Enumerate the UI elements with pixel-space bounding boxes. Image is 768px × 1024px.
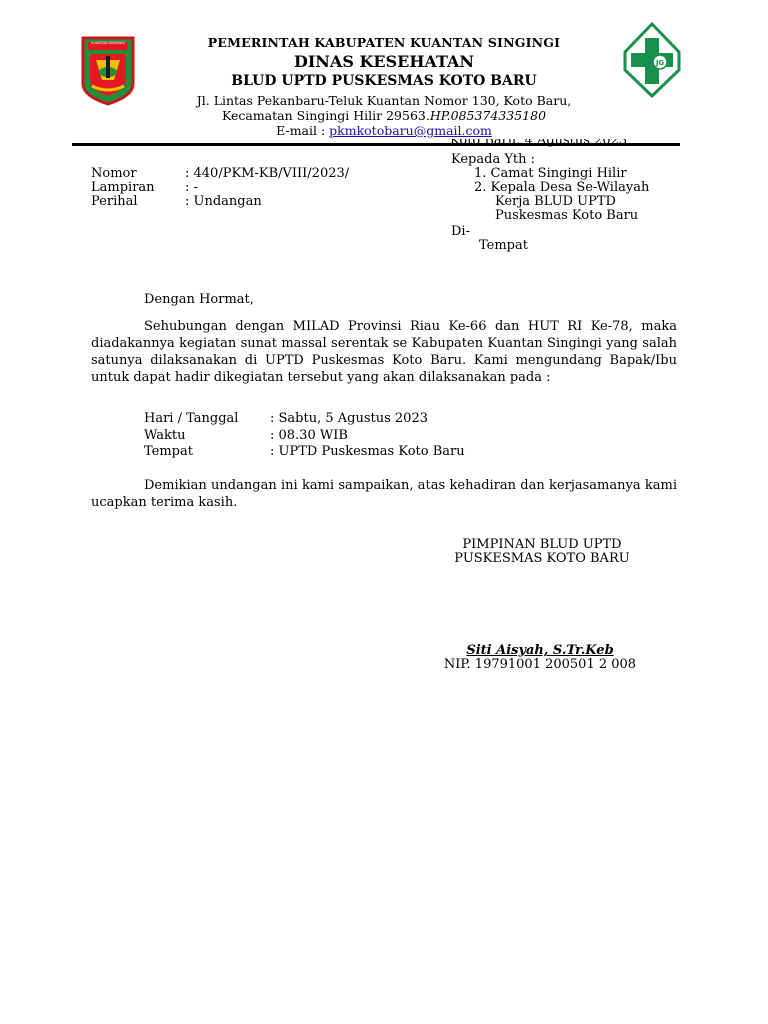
detail-date-value: : Sabtu, 5 Agustus 2023 (270, 411, 428, 426)
detail-place-value: : UPTD Puskesmas Koto Baru (270, 444, 465, 459)
recipient-item-2-cont-1: Kerja BLUD UPTD (495, 194, 616, 209)
meta-lampiran-value: : - (185, 180, 198, 195)
email-label: E-mail : (276, 123, 330, 138)
meta-perihal-label: Perihal (91, 194, 138, 209)
letterhead-government: PEMERINTAH KABUPATEN KUANTAN SINGINGI (207, 35, 561, 50)
email-link[interactable]: pkmkotobaru@gmail.com (329, 123, 492, 138)
meta-lampiran-label: Lampiran (91, 180, 155, 195)
detail-time-value: : 08.30 WIB (270, 428, 348, 443)
body-paragraph-1: Sehubungan dengan MILAD Provinsi Riau Ke-66 dan HUT RI Ke-78, maka diadakannya kegiatan sunat massal serentak se Kabupaten Kuantan Singingi yang salah satunya dilaksanakan di UPTD Puskesmas Koto Baru. Kami mengundang Bapak/Ibu untuk dapat hadir dikegiatan tersebut yang akan dilaksanakan pada : (91, 319, 677, 385)
recipient-tempat: Tempat (479, 238, 528, 253)
letterhead-address-line2 (0, 108, 768, 123)
recipient-di: Di- (451, 224, 470, 239)
letterhead-address-line1: Jl. Lintas Pekanbaru-Teluk Kuantan Nomor 130, Koto Baru, (196, 93, 572, 108)
letterhead-divider (72, 143, 680, 146)
signature-nip: NIP. 19791001 200501 2 008 (443, 657, 637, 672)
emblem-lettering: KUANTAN SINGINGI (91, 41, 125, 45)
letterhead-unit: BLUD UPTD PUSKESMAS KOTO BARU (231, 73, 537, 89)
recipient-item-2-cont-2: Puskesmas Koto Baru (495, 208, 639, 223)
signature-title-2: PUSKESMAS KOTO BARU (454, 551, 630, 566)
detail-time-label: Waktu (144, 428, 186, 443)
recipient-kepada: Kepada Yth : (451, 152, 536, 167)
recipient-item-1: 1. Camat Singingi Hilir (474, 166, 627, 181)
svg-text:JG: JG (655, 59, 665, 67)
address-phone: HP.085374335180 (429, 108, 547, 123)
meta-nomor-value: : 440/PKM-KB/VIII/2023/ (185, 166, 350, 181)
signature-name: Siti Aisyah, S.Tr.Keb (466, 643, 614, 658)
recipient-item-2: 2. Kepala Desa Se-Wilayah (474, 180, 650, 195)
body-paragraph-2: Demikian undangan ini kami sampaikan, atas kehadiran dan kerjasamanya kami ucapkan terima kasih. (91, 478, 677, 510)
meta-perihal-value: : Undangan (185, 194, 262, 209)
detail-date-label: Hari / Tanggal (144, 411, 239, 426)
signature-title-1: PIMPINAN BLUD UPTD (462, 537, 622, 552)
detail-place-label: Tempat (144, 444, 193, 459)
letterhead-email-line (0, 123, 768, 138)
address-district: Kecamatan Singingi Hilir 29563. (221, 108, 430, 123)
meta-nomor-label: Nomor (91, 166, 137, 181)
letterhead-department: DINAS KESEHATAN (293, 52, 475, 71)
greeting: Dengan Hormat, (144, 292, 254, 307)
